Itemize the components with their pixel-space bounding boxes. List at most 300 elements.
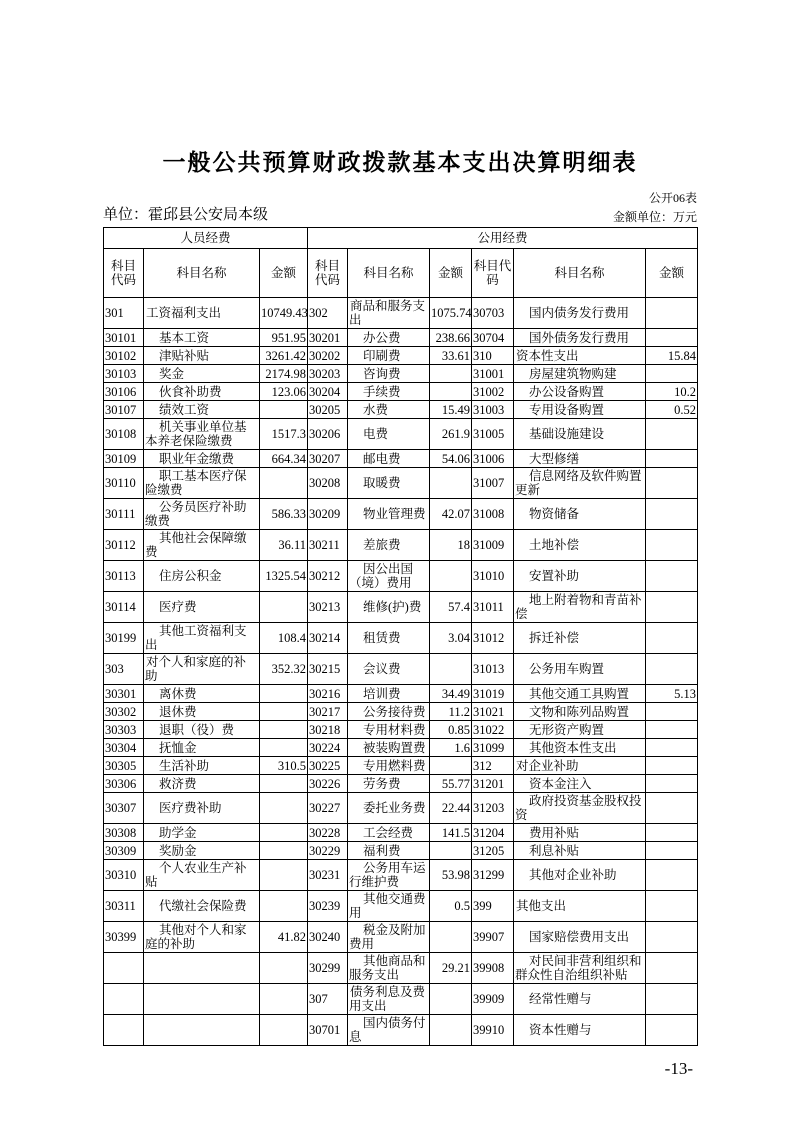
cell-amount (260, 984, 308, 1015)
cell-subject-code: 302 (308, 298, 348, 329)
cell-subject-code: 30110 (104, 468, 144, 499)
cell-subject-name: 电费 (348, 419, 430, 450)
cell-amount (260, 860, 308, 891)
cell-subject-code: 30111 (104, 499, 144, 530)
cell-subject-name: 其他商品和服务支出 (348, 953, 430, 984)
cell-amount (646, 891, 698, 922)
cell-subject-code: 30107 (104, 401, 144, 419)
cell-amount: 951.95 (260, 329, 308, 347)
table-row (104, 329, 698, 347)
cell-subject-name: 公务用车运行维护费 (348, 860, 430, 891)
table-row (104, 757, 698, 775)
cell-subject-name: 专用材料费 (348, 721, 430, 739)
cell-subject-code: 30217 (308, 703, 348, 721)
table-row (104, 775, 698, 793)
cell-subject-code: 30227 (308, 793, 348, 824)
cell-amount: 141.5 (430, 824, 472, 842)
cell-amount (646, 703, 698, 721)
cell-subject-code: 39908 (472, 953, 514, 984)
cell-amount: 1325.54 (260, 561, 308, 592)
cell-subject-code: 31205 (472, 842, 514, 860)
column-header-8: 金额 (646, 249, 698, 298)
cell-subject-name: 抚恤金 (144, 739, 260, 757)
cell-subject-name: 对个人和家庭的补助 (144, 654, 260, 685)
cell-amount: 41.82 (260, 922, 308, 953)
cell-amount (260, 685, 308, 703)
cell-amount: 1075.74 (430, 298, 472, 329)
cell-amount (646, 468, 698, 499)
cell-subject-code: 39909 (472, 984, 514, 1015)
cell-subject-code: 30307 (104, 793, 144, 824)
column-header-4: 科目名称 (348, 249, 430, 298)
cell-subject-name: 专用燃料费 (348, 757, 430, 775)
cell-subject-code: 30212 (308, 561, 348, 592)
cell-subject-code: 30240 (308, 922, 348, 953)
cell-subject-code: 307 (308, 984, 348, 1015)
cell-amount: 10.2 (646, 383, 698, 401)
cell-subject-code: 30208 (308, 468, 348, 499)
cell-subject-code (104, 984, 144, 1015)
cell-subject-name (144, 984, 260, 1015)
cell-subject-code: 30109 (104, 450, 144, 468)
cell-amount: 238.66 (430, 329, 472, 347)
cell-amount (260, 739, 308, 757)
cell-subject-code: 31005 (472, 419, 514, 450)
cell-amount (646, 530, 698, 561)
cell-subject-name: 印刷费 (348, 347, 430, 365)
cell-amount (646, 1015, 698, 1046)
cell-subject-name: 邮电费 (348, 450, 430, 468)
cell-amount (430, 468, 472, 499)
cell-subject-name: 因公出国（境）费用 (348, 561, 430, 592)
cell-amount: 0.85 (430, 721, 472, 739)
cell-amount (260, 842, 308, 860)
cell-subject-name: 资本性赠与 (514, 1015, 646, 1046)
cell-subject-code: 30206 (308, 419, 348, 450)
cell-amount: 3261.42 (260, 347, 308, 365)
cell-amount (646, 953, 698, 984)
cell-amount: 33.61 (430, 347, 472, 365)
cell-subject-code: 30103 (104, 365, 144, 383)
cell-subject-code: 31299 (472, 860, 514, 891)
cell-subject-code: 30302 (104, 703, 144, 721)
cell-subject-name: 取暖费 (348, 468, 430, 499)
cell-subject-code: 30303 (104, 721, 144, 739)
cell-subject-name: 伙食补助费 (144, 383, 260, 401)
cell-amount (646, 860, 698, 891)
document-content (103, 148, 697, 1079)
cell-subject-code: 30205 (308, 401, 348, 419)
cell-subject-code: 31002 (472, 383, 514, 401)
cell-amount: 352.32 (260, 654, 308, 685)
cell-amount: 34.49 (430, 685, 472, 703)
cell-subject-code (104, 953, 144, 984)
cell-subject-name: 职工基本医疗保险缴费 (144, 468, 260, 499)
table-row (104, 654, 698, 685)
cell-subject-name: 债务利息及费用支出 (348, 984, 430, 1015)
cell-subject-name: 公务用车购置 (514, 654, 646, 685)
table-row (104, 739, 698, 757)
cell-subject-name: 办公费 (348, 329, 430, 347)
cell-amount (646, 419, 698, 450)
cell-amount: 57.4 (430, 592, 472, 623)
table-row (104, 347, 698, 365)
cell-amount (646, 365, 698, 383)
cell-subject-name: 税金及附加费用 (348, 922, 430, 953)
amount-unit-label: 金额单位：万元 (612, 210, 697, 224)
cell-subject-name: 咨询费 (348, 365, 430, 383)
cell-subject-code: 30310 (104, 860, 144, 891)
cell-amount: 664.34 (260, 450, 308, 468)
cell-subject-code: 30704 (472, 329, 514, 347)
table-row (104, 298, 698, 329)
cell-subject-name (144, 1015, 260, 1046)
cell-amount (646, 842, 698, 860)
table-row (104, 685, 698, 703)
cell-amount (260, 891, 308, 922)
cell-subject-name: 土地补偿 (514, 530, 646, 561)
cell-amount: 11.2 (430, 703, 472, 721)
cell-subject-name: 职业年金缴费 (144, 450, 260, 468)
cell-amount (646, 592, 698, 623)
cell-subject-name: 其他交通费用 (348, 891, 430, 922)
cell-subject-code: 30113 (104, 561, 144, 592)
cell-subject-code: 30701 (308, 1015, 348, 1046)
cell-subject-code: 399 (472, 891, 514, 922)
cell-amount (260, 468, 308, 499)
cell-subject-name: 国家赔偿费用支出 (514, 922, 646, 953)
cell-subject-name: 对民间非营利组织和群众性自治组织补贴 (514, 953, 646, 984)
cell-amount (260, 703, 308, 721)
cell-subject-name: 基本工资 (144, 329, 260, 347)
table-row (104, 592, 698, 623)
cell-amount: 1.6 (430, 739, 472, 757)
cell-subject-code: 30213 (308, 592, 348, 623)
cell-subject-code: 31009 (472, 530, 514, 561)
cell-subject-name: 个人农业生产补贴 (144, 860, 260, 891)
cell-amount (646, 739, 698, 757)
cell-amount (430, 1015, 472, 1046)
cell-amount: 10749.43 (260, 298, 308, 329)
cell-amount (646, 721, 698, 739)
cell-subject-name: 福利费 (348, 842, 430, 860)
form-number-label: 公开06表 (648, 191, 697, 205)
table-row (104, 450, 698, 468)
cell-amount: 5.13 (646, 685, 698, 703)
table-row (104, 365, 698, 383)
cell-amount (430, 757, 472, 775)
cell-subject-name: 生活补助 (144, 757, 260, 775)
cell-amount (646, 450, 698, 468)
cell-subject-name: 工会经费 (348, 824, 430, 842)
cell-subject-name: 救济费 (144, 775, 260, 793)
table-row (104, 468, 698, 499)
cell-subject-code: 31008 (472, 499, 514, 530)
cell-subject-name: 离休费 (144, 685, 260, 703)
cell-subject-code: 31099 (472, 739, 514, 757)
cell-amount (260, 953, 308, 984)
cell-amount: 36.11 (260, 530, 308, 561)
cell-subject-code: 30112 (104, 530, 144, 561)
table-row (104, 793, 698, 824)
cell-subject-name: 文物和陈列品购置 (514, 703, 646, 721)
cell-subject-name (144, 953, 260, 984)
cell-amount: 15.84 (646, 347, 698, 365)
cell-amount (646, 298, 698, 329)
table-row (104, 922, 698, 953)
cell-subject-name: 机关事业单位基本养老保险缴费 (144, 419, 260, 450)
cell-amount (646, 561, 698, 592)
meta-row (103, 206, 697, 225)
cell-amount (646, 623, 698, 654)
cell-subject-name: 其他对企业补助 (514, 860, 646, 891)
cell-subject-name: 资本金注入 (514, 775, 646, 793)
cell-amount: 2174.98 (260, 365, 308, 383)
cell-amount (430, 984, 472, 1015)
cell-amount (430, 383, 472, 401)
cell-subject-name: 差旅费 (348, 530, 430, 561)
cell-amount: 55.77 (430, 775, 472, 793)
cell-amount (646, 984, 698, 1015)
cell-amount (430, 922, 472, 953)
cell-amount: 1517.3 (260, 419, 308, 450)
cell-subject-code: 30201 (308, 329, 348, 347)
cell-amount: 123.06 (260, 383, 308, 401)
cell-subject-code: 30102 (104, 347, 144, 365)
cell-amount: 310.5 (260, 757, 308, 775)
cell-subject-code: 30199 (104, 623, 144, 654)
cell-subject-name: 医疗费补助 (144, 793, 260, 824)
table-row (104, 842, 698, 860)
cell-subject-code: 30399 (104, 922, 144, 953)
cell-subject-code: 30218 (308, 721, 348, 739)
cell-subject-code: 30101 (104, 329, 144, 347)
table-row (104, 419, 698, 450)
cell-subject-code: 30204 (308, 383, 348, 401)
cell-amount (260, 1015, 308, 1046)
cell-subject-name: 奖金 (144, 365, 260, 383)
cell-subject-code: 30304 (104, 739, 144, 757)
cell-subject-name: 公务员医疗补助缴费 (144, 499, 260, 530)
cell-subject-code: 30108 (104, 419, 144, 450)
cell-subject-code: 31203 (472, 793, 514, 824)
cell-subject-name: 水费 (348, 401, 430, 419)
column-header-0: 科目代码 (104, 249, 144, 298)
cell-subject-name: 会议费 (348, 654, 430, 685)
cell-subject-name: 劳务费 (348, 775, 430, 793)
column-header-5: 金额 (430, 249, 472, 298)
cell-subject-code (104, 1015, 144, 1046)
cell-subject-code: 30207 (308, 450, 348, 468)
cell-subject-code: 31010 (472, 561, 514, 592)
cell-subject-code: 30703 (472, 298, 514, 329)
cell-subject-name: 国内债务发行费用 (514, 298, 646, 329)
cell-subject-name: 租赁费 (348, 623, 430, 654)
cell-subject-name: 退休费 (144, 703, 260, 721)
cell-subject-code: 31022 (472, 721, 514, 739)
cell-subject-code: 30224 (308, 739, 348, 757)
cell-subject-code: 39910 (472, 1015, 514, 1046)
cell-subject-name: 基础设施建设 (514, 419, 646, 450)
cell-subject-code: 30305 (104, 757, 144, 775)
cell-amount (260, 401, 308, 419)
column-header-2: 金额 (260, 249, 308, 298)
cell-amount (430, 365, 472, 383)
cell-subject-code: 30229 (308, 842, 348, 860)
cell-amount (430, 842, 472, 860)
cell-subject-name: 大型修缮 (514, 450, 646, 468)
cell-subject-name: 其他工资福利支出 (144, 623, 260, 654)
cell-subject-code: 30202 (308, 347, 348, 365)
cell-subject-code: 30228 (308, 824, 348, 842)
table-row (104, 530, 698, 561)
cell-subject-name: 医疗费 (144, 592, 260, 623)
table-row (104, 953, 698, 984)
column-header-6: 科目代码 (472, 249, 514, 298)
cell-subject-code: 30239 (308, 891, 348, 922)
cell-subject-name: 其他交通工具购置 (514, 685, 646, 703)
cell-subject-name: 其他对个人和家庭的补助 (144, 922, 260, 953)
cell-subject-name: 政府投资基金股权投资 (514, 793, 646, 824)
cell-subject-code: 312 (472, 757, 514, 775)
cell-subject-code: 31003 (472, 401, 514, 419)
cell-subject-code: 39907 (472, 922, 514, 953)
group-header-personnel: 人员经费 (104, 228, 308, 249)
cell-subject-name: 奖励金 (144, 842, 260, 860)
unit-label: 单位：霍邱县公安局本级 (103, 207, 269, 223)
cell-amount (260, 824, 308, 842)
cell-subject-code: 31201 (472, 775, 514, 793)
cell-amount (646, 793, 698, 824)
cell-amount (646, 757, 698, 775)
cell-subject-name: 办公设备购置 (514, 383, 646, 401)
cell-amount: 261.9 (430, 419, 472, 450)
cell-subject-code: 31204 (472, 824, 514, 842)
cell-subject-code: 30226 (308, 775, 348, 793)
budget-detail-table (103, 227, 698, 1046)
cell-subject-code: 31001 (472, 365, 514, 383)
cell-subject-code: 31021 (472, 703, 514, 721)
cell-amount: 15.49 (430, 401, 472, 419)
cell-amount (646, 329, 698, 347)
cell-subject-name: 信息网络及软件购置更新 (514, 468, 646, 499)
cell-amount (260, 793, 308, 824)
cell-subject-code: 30214 (308, 623, 348, 654)
column-header-3: 科目代码 (308, 249, 348, 298)
cell-subject-name: 物资储备 (514, 499, 646, 530)
cell-subject-name: 经常性赠与 (514, 984, 646, 1015)
cell-amount: 54.06 (430, 450, 472, 468)
cell-subject-code: 31019 (472, 685, 514, 703)
cell-subject-name: 绩效工资 (144, 401, 260, 419)
cell-subject-name: 国外债务发行费用 (514, 329, 646, 347)
cell-amount: 586.33 (260, 499, 308, 530)
cell-amount (646, 922, 698, 953)
cell-amount (260, 592, 308, 623)
cell-subject-name: 公务接待费 (348, 703, 430, 721)
cell-subject-code: 30299 (308, 953, 348, 984)
cell-amount: 22.44 (430, 793, 472, 824)
cell-amount: 0.5 (430, 891, 472, 922)
cell-amount (646, 499, 698, 530)
cell-subject-code: 30225 (308, 757, 348, 775)
table-row (104, 561, 698, 592)
cell-subject-name: 维修(护)费 (348, 592, 430, 623)
table-row (104, 401, 698, 419)
cell-subject-name: 工资福利支出 (144, 298, 260, 329)
cell-subject-name: 专用设备购置 (514, 401, 646, 419)
cell-subject-code: 310 (472, 347, 514, 365)
cell-amount (646, 824, 698, 842)
cell-subject-code: 31011 (472, 592, 514, 623)
table-row (104, 1015, 698, 1046)
cell-subject-code: 30309 (104, 842, 144, 860)
cell-subject-name: 物业管理费 (348, 499, 430, 530)
group-header-public: 公用经费 (308, 228, 698, 249)
cell-subject-code: 30231 (308, 860, 348, 891)
cell-subject-name: 其他资本性支出 (514, 739, 646, 757)
cell-subject-code: 30306 (104, 775, 144, 793)
cell-subject-name: 安置补助 (514, 561, 646, 592)
cell-subject-name: 商品和服务支出 (348, 298, 430, 329)
cell-subject-code: 30311 (104, 891, 144, 922)
cell-subject-code: 31006 (472, 450, 514, 468)
page-title: 一般公共预算财政拨款基本支出决算明细表 (162, 149, 638, 175)
cell-amount: 29.21 (430, 953, 472, 984)
cell-subject-name: 资本性支出 (514, 347, 646, 365)
cell-amount: 53.98 (430, 860, 472, 891)
cell-amount: 42.07 (430, 499, 472, 530)
cell-subject-name: 无形资产购置 (514, 721, 646, 739)
cell-subject-code: 30308 (104, 824, 144, 842)
cell-subject-code: 30209 (308, 499, 348, 530)
table-row (104, 703, 698, 721)
cell-amount: 3.04 (430, 623, 472, 654)
table-row (104, 891, 698, 922)
column-header-1: 科目名称 (144, 249, 260, 298)
cell-subject-name: 助学金 (144, 824, 260, 842)
table-row (104, 721, 698, 739)
cell-subject-name: 培训费 (348, 685, 430, 703)
cell-subject-name: 手续费 (348, 383, 430, 401)
cell-amount (430, 561, 472, 592)
table-row (104, 383, 698, 401)
cell-amount (646, 654, 698, 685)
cell-subject-name: 国内债务付息 (348, 1015, 430, 1046)
cell-subject-name: 住房公积金 (144, 561, 260, 592)
cell-subject-code: 30114 (104, 592, 144, 623)
table-row (104, 984, 698, 1015)
cell-subject-name: 其他社会保障缴费 (144, 530, 260, 561)
cell-subject-code: 301 (104, 298, 144, 329)
table-row (104, 860, 698, 891)
cell-subject-name: 拆迁补偿 (514, 623, 646, 654)
cell-subject-code: 30203 (308, 365, 348, 383)
cell-subject-name: 被装购置费 (348, 739, 430, 757)
cell-amount: 108.4 (260, 623, 308, 654)
cell-subject-name: 津贴补贴 (144, 347, 260, 365)
cell-subject-code: 31007 (472, 468, 514, 499)
cell-amount (260, 775, 308, 793)
cell-subject-code: 30301 (104, 685, 144, 703)
cell-subject-name: 地上附着物和青苗补偿 (514, 592, 646, 623)
cell-subject-name: 利息补贴 (514, 842, 646, 860)
cell-subject-name: 委托业务费 (348, 793, 430, 824)
cell-subject-name: 其他支出 (514, 891, 646, 922)
cell-subject-name: 代缴社会保险费 (144, 891, 260, 922)
cell-subject-code: 30211 (308, 530, 348, 561)
cell-subject-code: 30215 (308, 654, 348, 685)
